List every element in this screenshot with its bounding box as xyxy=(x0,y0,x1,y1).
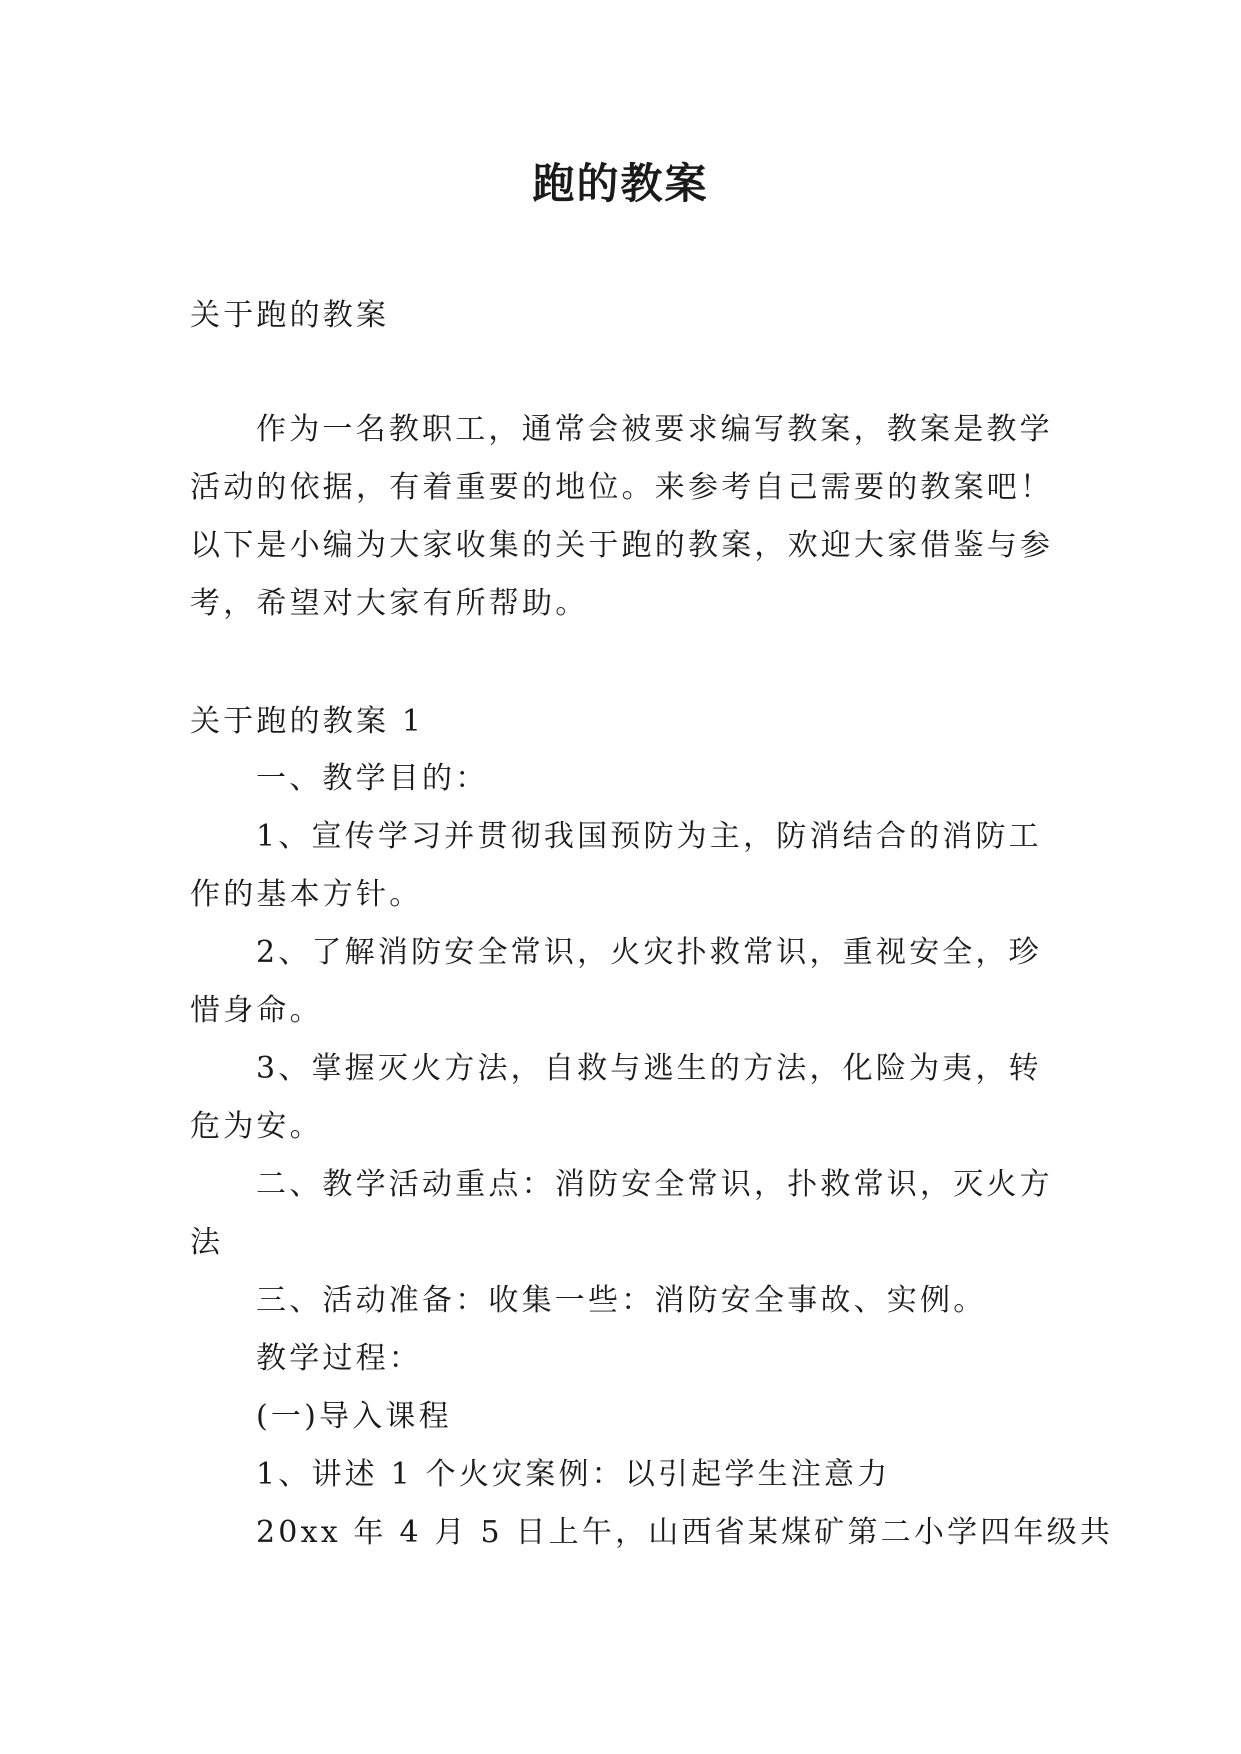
document-title: 跑的教案 xyxy=(532,159,709,208)
body-line: 教学过程： xyxy=(256,1341,422,1376)
body-line: 惜身命。 xyxy=(190,993,323,1028)
body-line: 1、讲述 1 个火灾案例：以引起学生注意力 xyxy=(256,1457,891,1492)
intro-line: 以下是小编为大家收集的关于跑的教案，欢迎大家借鉴与参 xyxy=(190,528,1054,563)
body-line: 20xx 年 4 月 5 日上午，山西省某煤矿第二小学四年级共 xyxy=(256,1515,1114,1550)
body-line: 作的基本方针。 xyxy=(190,877,423,912)
body-line: 3、掌握灭火方法，自救与逃生的方法，化险为夷，转 xyxy=(256,1051,1042,1086)
body-line: (一)导入课程 xyxy=(256,1399,452,1434)
body-line: 法 xyxy=(190,1225,224,1260)
body-line: 三、活动准备：收集一些：消防安全事故、实例。 xyxy=(256,1283,987,1318)
body-line: 2、了解消防安全常识，火灾扑救常识，重视安全，珍 xyxy=(256,935,1042,970)
section-heading: 关于跑的教案 1 xyxy=(190,704,425,739)
body-line: 二、教学活动重点：消防安全常识，扑救常识，灭火方 xyxy=(256,1167,1053,1202)
intro-line: 考，希望对大家有所帮助。 xyxy=(190,586,589,621)
body-line: 危为安。 xyxy=(190,1109,323,1144)
intro-line: 作为一名教职工，通常会被要求编写教案，教案是教学 xyxy=(256,412,1053,447)
document-subtitle: 关于跑的教案 xyxy=(190,298,390,333)
body-line: 1、宣传学习并贯彻我国预防为主，防消结合的消防工 xyxy=(256,819,1042,854)
intro-line: 活动的依据，有着重要的地位。来参考自己需要的教案吧！ xyxy=(190,470,1054,505)
body-line: 一、教学目的： xyxy=(256,761,489,796)
